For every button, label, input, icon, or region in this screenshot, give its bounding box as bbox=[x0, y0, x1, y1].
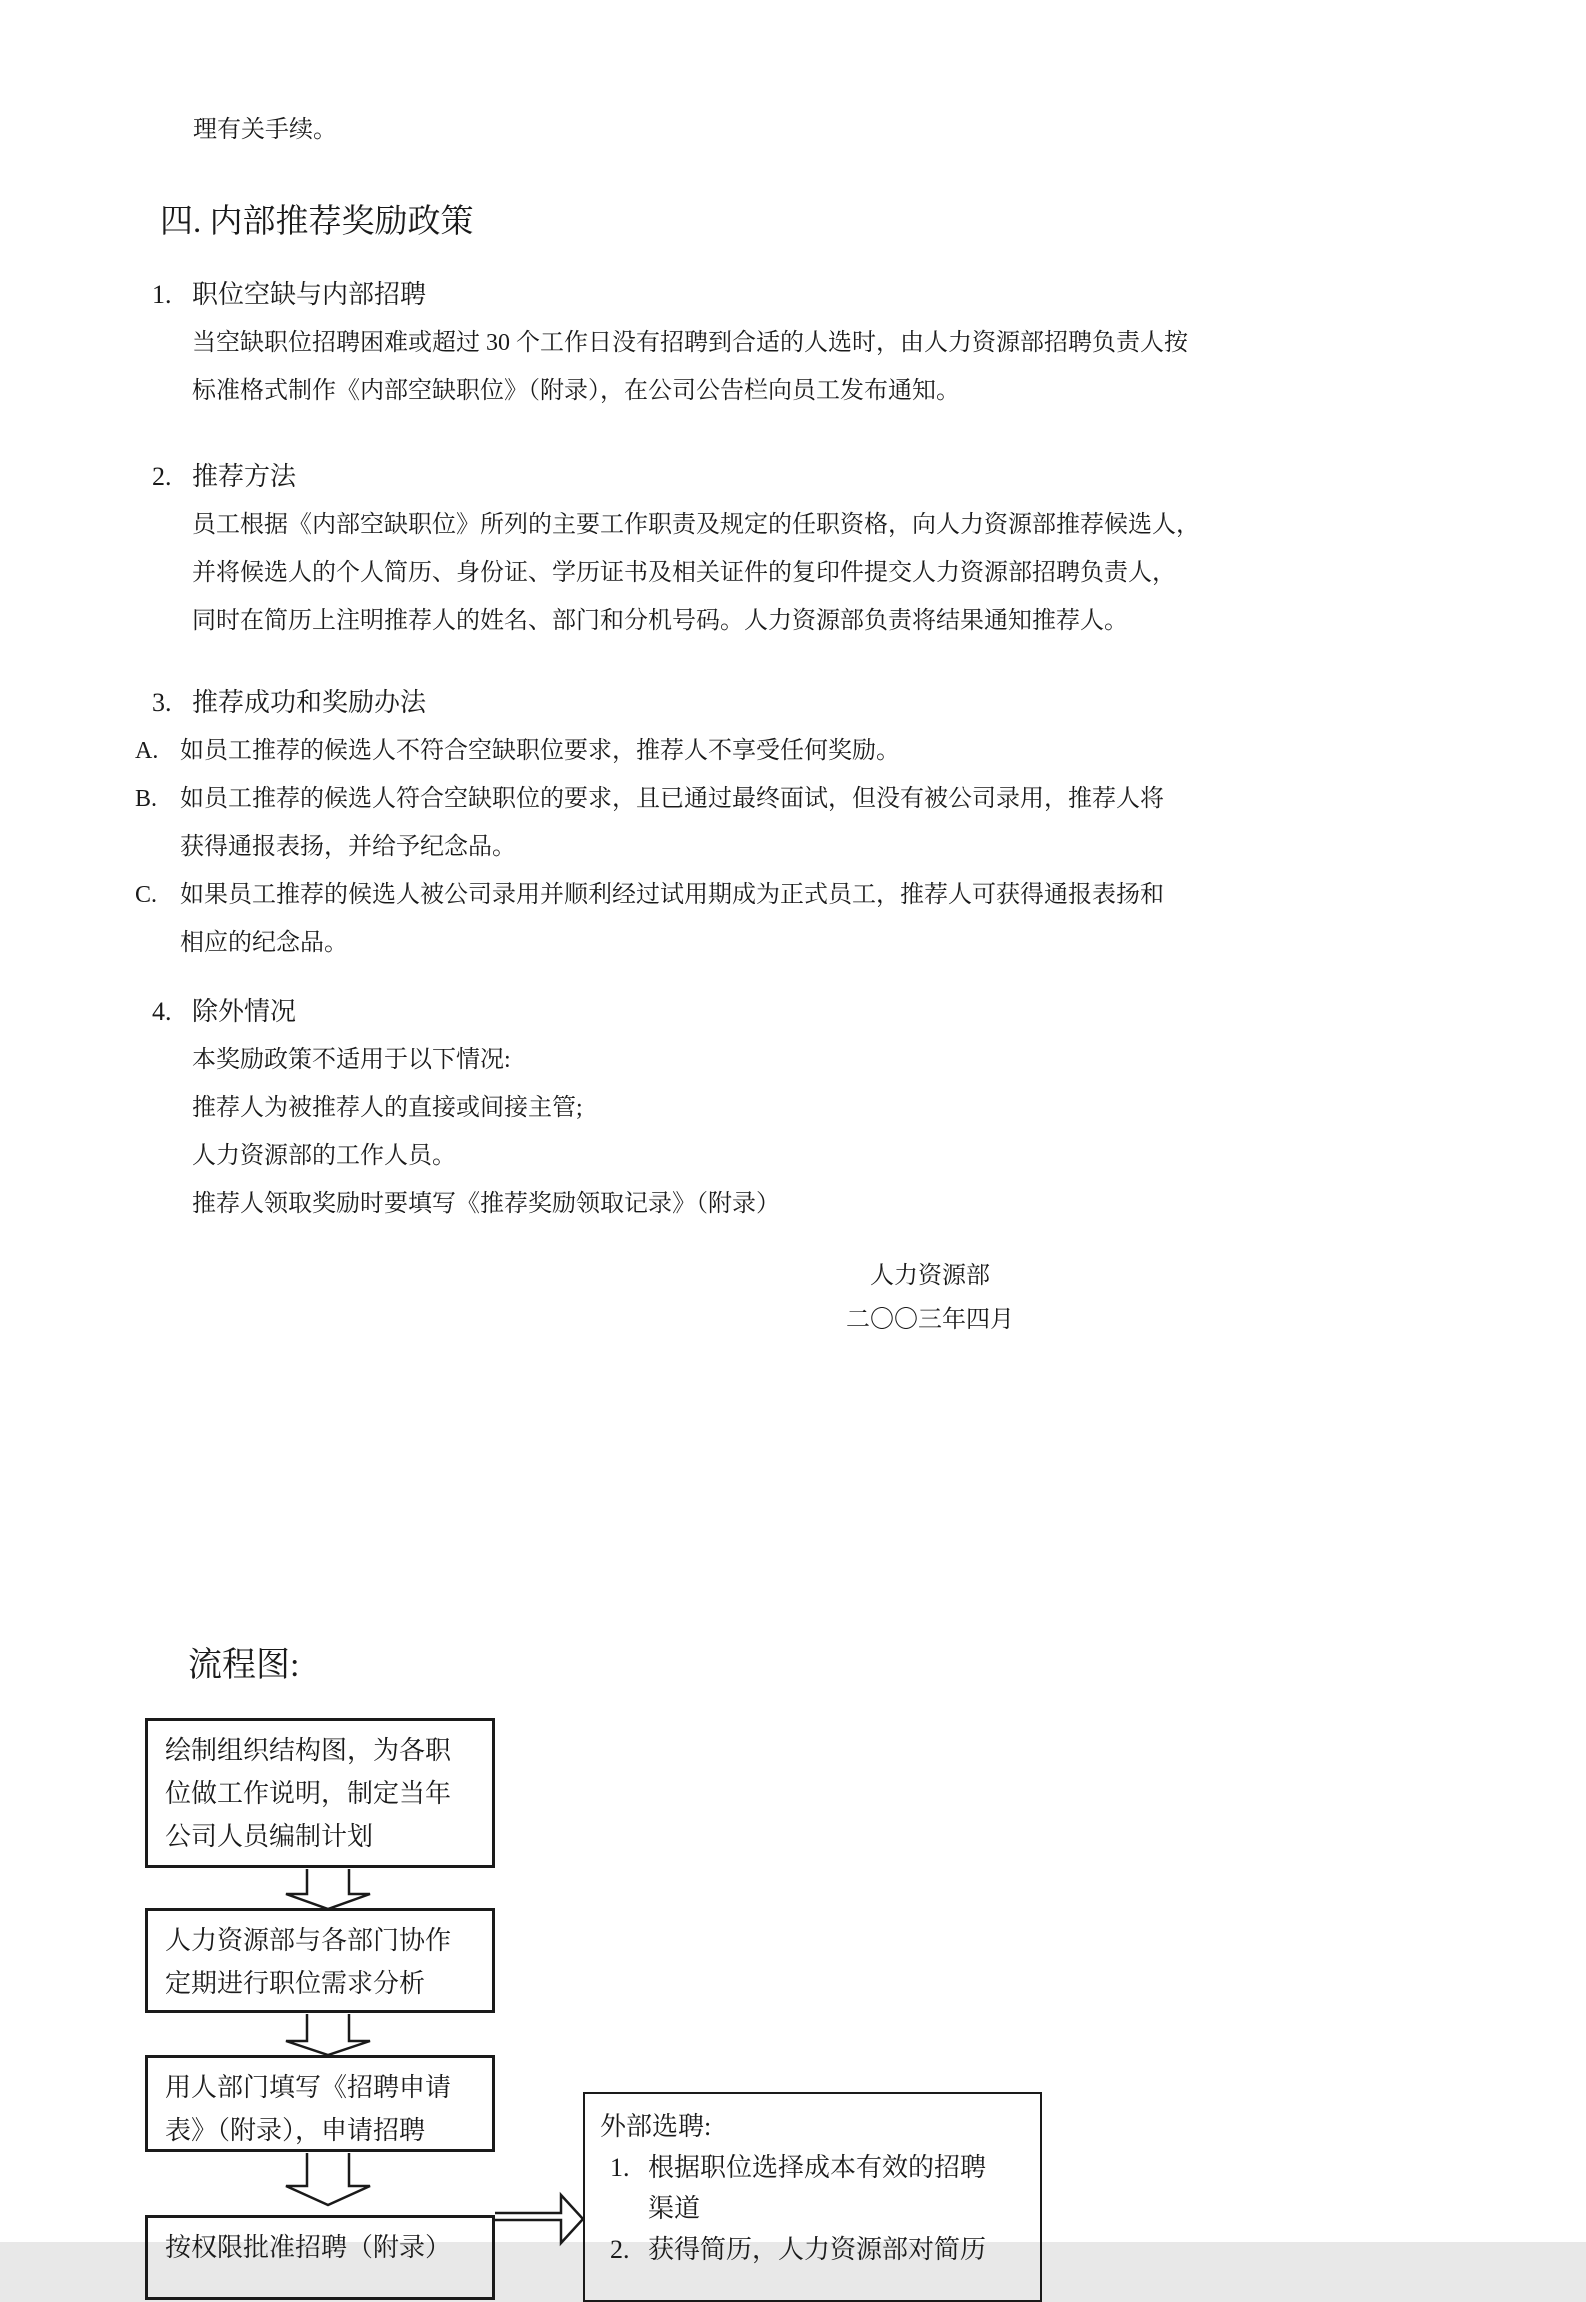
box-line: 用人部门填写《招聘申请 bbox=[165, 2073, 452, 2102]
signature-department: 人力资源部 bbox=[870, 1263, 990, 1289]
box-title: 外部选聘: bbox=[600, 2112, 712, 2141]
box-list-item bbox=[600, 2229, 1036, 2270]
item-number: 1. bbox=[610, 2153, 630, 2182]
box-line: 按权限批准招聘（附录） bbox=[165, 2233, 452, 2262]
arrow-down-icon bbox=[286, 1869, 370, 1909]
section-reward bbox=[135, 679, 1535, 967]
list-item-a bbox=[135, 727, 1535, 775]
box-line: 人力资源部与各部门协作 bbox=[165, 1926, 452, 1955]
section-title: 职位空缺与内部招聘 bbox=[192, 280, 427, 309]
item-number: 2. bbox=[610, 2235, 630, 2264]
section-heading bbox=[135, 679, 1535, 727]
item-text: 如员工推荐的候选人不符合空缺职位要求，推荐人不享受任何奖励。 bbox=[180, 738, 900, 764]
section-title: 除外情况 bbox=[192, 997, 297, 1026]
paragraph-line: 员工根据《内部空缺职位》所列的主要工作职责及规定的任职资格，向人力资源部推荐候选人， bbox=[192, 512, 1200, 538]
item-text: 如果员工推荐的候选人被公司录用并顺利经过试用期成为正式员工，推荐人可获得通报表扬和 bbox=[180, 882, 1164, 908]
box-line: 绘制组织结构图，为各职 bbox=[165, 1736, 452, 1765]
flowchart-box-staffing-plan bbox=[145, 1718, 495, 1868]
item-label: B. bbox=[135, 786, 158, 812]
flowchart-box-approval bbox=[145, 2215, 495, 2300]
section-heading bbox=[135, 988, 1535, 1036]
arrow-down-icon bbox=[286, 2014, 370, 2055]
box-list-item bbox=[600, 2147, 1036, 2188]
box-line: 表》（附录），申请招聘 bbox=[165, 2116, 426, 2145]
paragraph-line: 推荐人为被推荐人的直接或间接主管; bbox=[192, 1095, 583, 1121]
item-text-continuation: 获得通报表扬，并给予纪念品。 bbox=[180, 834, 516, 860]
section-method bbox=[135, 453, 1535, 645]
list-item-c bbox=[135, 871, 1535, 919]
item-text: 根据职位选择成本有效的招聘 bbox=[648, 2153, 987, 2182]
section-heading bbox=[135, 271, 1535, 319]
item-text: 获得简历，人力资源部对简历 bbox=[648, 2235, 987, 2264]
paragraph-line: 标准格式制作《内部空缺职位》（附录），在公司公告栏向员工发布通知。 bbox=[192, 378, 960, 404]
section-number: 3. bbox=[152, 688, 172, 717]
paragraph-line: 本奖励政策不适用于以下情况: bbox=[192, 1047, 511, 1073]
paragraph-line: 同时在简历上注明推荐人的姓名、部门和分机号码。人力资源部负责将结果通知推荐人。 bbox=[192, 608, 1128, 634]
item-text-continuation: 相应的纪念品。 bbox=[180, 930, 348, 956]
box-line: 公司人员编制计划 bbox=[165, 1822, 374, 1851]
box-line: 定期进行职位需求分析 bbox=[165, 1969, 426, 1998]
paragraph-line: 推荐人领取奖励时要填写《推荐奖励领取记录》（附录） bbox=[192, 1191, 780, 1217]
section-heading bbox=[135, 453, 1535, 501]
arrow-down-icon bbox=[286, 2153, 370, 2205]
intro-line: 理有关手续。 bbox=[193, 117, 337, 143]
signature-block bbox=[560, 1254, 1300, 1342]
page-title: 四. 内部推荐奖励政策 bbox=[160, 204, 474, 240]
item-text: 如员工推荐的候选人符合空缺职位的要求，且已通过最终面试，但没有被公司录用，推荐人将 bbox=[180, 786, 1164, 812]
section-number: 4. bbox=[152, 997, 172, 1026]
section-title: 推荐方法 bbox=[192, 462, 297, 491]
paragraph-line: 人力资源部的工作人员。 bbox=[192, 1143, 456, 1169]
item-label: A. bbox=[135, 738, 159, 764]
arrow-right-icon bbox=[495, 2195, 583, 2243]
flowchart-heading: 流程图: bbox=[188, 1647, 300, 1684]
box-line: 位做工作说明，制定当年 bbox=[165, 1779, 452, 1808]
flowchart-box-external-recruiting bbox=[583, 2092, 1042, 2302]
paragraph-line: 并将候选人的个人简历、身份证、学历证书及相关证件的复印件提交人力资源部招聘负责人， bbox=[192, 560, 1176, 586]
signature-date: 二〇〇三年四月 bbox=[846, 1307, 1014, 1333]
section-exceptions bbox=[135, 988, 1535, 1228]
flowchart-box-request-form bbox=[145, 2055, 495, 2152]
item-text-continuation: 渠道 bbox=[648, 2194, 701, 2223]
section-vacancy bbox=[135, 271, 1535, 415]
item-label: C. bbox=[135, 882, 158, 908]
list-item-b bbox=[135, 775, 1535, 823]
paragraph-line: 当空缺职位招聘困难或超过 30 个工作日没有招聘到合适的人选时，由人力资源部招聘负责人按 bbox=[192, 330, 1188, 356]
flowchart-box-demand-analysis bbox=[145, 1908, 495, 2013]
section-number: 1. bbox=[152, 280, 172, 309]
section-number: 2. bbox=[152, 462, 172, 491]
section-title: 推荐成功和奖励办法 bbox=[192, 688, 427, 717]
